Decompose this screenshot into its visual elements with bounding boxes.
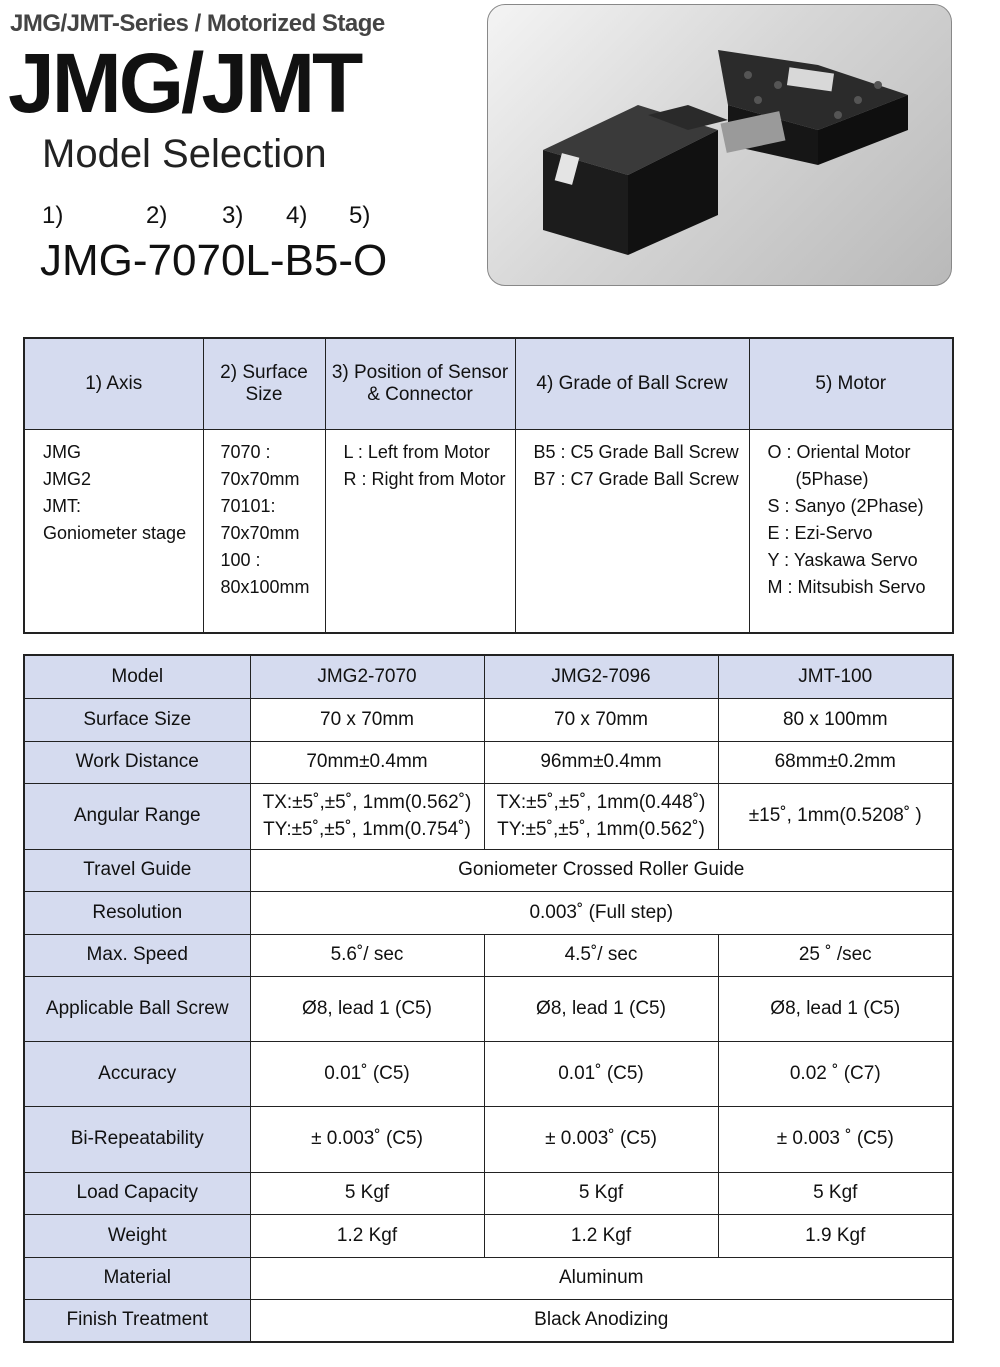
position-number: 4) bbox=[286, 202, 308, 229]
axis-options bbox=[24, 429, 203, 633]
position-number: 5) bbox=[349, 202, 371, 229]
motor-option: O : Oriental Motor bbox=[767, 441, 911, 462]
position-number: 1) bbox=[42, 202, 64, 229]
cell: Black Anodizing bbox=[250, 1299, 953, 1342]
page-title: JMG/JMT bbox=[8, 36, 361, 130]
cell: Ø8, lead 1 (C5) bbox=[484, 976, 718, 1041]
spec-header-row bbox=[24, 655, 953, 698]
header-ball-screw-grade: 4) Grade of Ball Screw bbox=[515, 338, 749, 429]
selection-options-row bbox=[24, 429, 953, 633]
cell: 70 x 70mm bbox=[484, 698, 718, 741]
cell: 4.5˚/ sec bbox=[484, 934, 718, 976]
row-label: Bi-Repeatability bbox=[24, 1106, 250, 1172]
axis-option: JMT: bbox=[43, 495, 81, 516]
cell: 1.2 Kgf bbox=[250, 1214, 484, 1257]
cell: 1.2 Kgf bbox=[484, 1214, 718, 1257]
motor-options bbox=[749, 429, 953, 633]
axis-option: JMG bbox=[43, 441, 81, 462]
spec-header-col: JMT-100 bbox=[718, 655, 953, 698]
header-motor: 5) Motor bbox=[749, 338, 953, 429]
spec-header-col: JMG2-7096 bbox=[484, 655, 718, 698]
spec-row-weight bbox=[24, 1214, 953, 1257]
sensor-options bbox=[325, 429, 515, 633]
row-label: Surface Size bbox=[24, 698, 250, 741]
cell: ± 0.003 ˚ (C5) bbox=[718, 1106, 953, 1172]
motor-option: Y : Yaskawa Servo bbox=[767, 549, 918, 570]
cell: 0.01˚ (C5) bbox=[250, 1041, 484, 1106]
sensor-option: L : Left from Motor bbox=[343, 441, 490, 462]
cell: Ø8, lead 1 (C5) bbox=[718, 976, 953, 1041]
cell: 1.9 Kgf bbox=[718, 1214, 953, 1257]
motor-option: M : Mitsubish Servo bbox=[767, 576, 926, 597]
row-label: Material bbox=[24, 1257, 250, 1299]
cell: 5.6˚/ sec bbox=[250, 934, 484, 976]
row-label: Resolution bbox=[24, 891, 250, 934]
selection-header-row bbox=[24, 338, 953, 429]
cell: 5 Kgf bbox=[484, 1172, 718, 1214]
position-number: 2) bbox=[146, 202, 168, 229]
grade-options bbox=[515, 429, 749, 633]
spec-row-finish-treatment bbox=[24, 1299, 953, 1342]
surface-option: 70101: bbox=[220, 495, 276, 516]
row-label: Travel Guide bbox=[24, 849, 250, 891]
cell: 70mm±0.4mm bbox=[250, 741, 484, 783]
spec-row-resolution bbox=[24, 891, 953, 934]
cell: 0.02 ˚ (C7) bbox=[718, 1041, 953, 1106]
product-photo bbox=[487, 4, 952, 286]
cell: 5 Kgf bbox=[718, 1172, 953, 1214]
grade-option: B7 : C7 Grade Ball Screw bbox=[533, 468, 739, 489]
cell-line: TX:±5˚,±5˚, 1mm(0.562˚) bbox=[262, 792, 472, 813]
cell: ±15˚, 1mm(0.5208˚ ) bbox=[718, 783, 953, 849]
position-number: 3) bbox=[222, 202, 244, 229]
spec-row-bi-repeatability bbox=[24, 1106, 953, 1172]
header-axis: 1) Axis bbox=[24, 338, 203, 429]
row-label: Load Capacity bbox=[24, 1172, 250, 1214]
spec-row-ball-screw bbox=[24, 976, 953, 1041]
specification-table bbox=[23, 654, 954, 1343]
grade-option: B5 : C5 Grade Ball Screw bbox=[533, 441, 739, 462]
surface-option: 70x70mm bbox=[220, 522, 300, 543]
spec-header-model: Model bbox=[24, 655, 250, 698]
axis-option: JMG2 bbox=[43, 468, 92, 489]
model-selection-table bbox=[23, 337, 954, 634]
spec-row-max-speed bbox=[24, 934, 953, 976]
cell: ± 0.003˚ (C5) bbox=[250, 1106, 484, 1172]
motor-option: S : Sanyo (2Phase) bbox=[767, 495, 924, 516]
row-label: Accuracy bbox=[24, 1041, 250, 1106]
spec-row-load-capacity bbox=[24, 1172, 953, 1214]
surface-option: 100 : bbox=[220, 549, 261, 570]
cell: Ø8, lead 1 (C5) bbox=[250, 976, 484, 1041]
spec-row-material bbox=[24, 1257, 953, 1299]
cell: Aluminum bbox=[250, 1257, 953, 1299]
cell: 70 x 70mm bbox=[250, 698, 484, 741]
spec-row-travel-guide bbox=[24, 849, 953, 891]
row-label: Max. Speed bbox=[24, 934, 250, 976]
cell-line: TX:±5˚,±5˚, 1mm(0.448˚) bbox=[496, 792, 706, 813]
cell: 0.003˚ (Full step) bbox=[250, 891, 953, 934]
spec-header-col: JMG2-7070 bbox=[250, 655, 484, 698]
section-title: Model Selection bbox=[42, 132, 327, 176]
row-label: Work Distance bbox=[24, 741, 250, 783]
cell: Goniometer Crossed Roller Guide bbox=[250, 849, 953, 891]
spec-row-angular-range bbox=[24, 783, 953, 849]
header-sensor-position: 3) Position of Sensor & Connector bbox=[325, 338, 515, 429]
axis-option: Goniometer stage bbox=[43, 522, 187, 543]
surface-options bbox=[203, 429, 325, 633]
cell: 68mm±0.2mm bbox=[718, 741, 953, 783]
row-label: Applicable Ball Screw bbox=[24, 976, 250, 1041]
header-surface-size: 2) Surface Size bbox=[203, 338, 325, 429]
surface-option: 7070 : bbox=[220, 441, 271, 462]
cell: 25 ˚ /sec bbox=[718, 934, 953, 976]
surface-option: 70x70mm bbox=[220, 468, 300, 489]
spec-row-surface-size bbox=[24, 698, 953, 741]
model-code-example: JMG-7070L-B5-O bbox=[40, 236, 388, 285]
spec-row-work-distance bbox=[24, 741, 953, 783]
cell bbox=[250, 783, 484, 849]
cell-line: TY:±5˚,±5˚, 1mm(0.754˚) bbox=[263, 819, 471, 840]
cell: 96mm±0.4mm bbox=[484, 741, 718, 783]
cell-line: TY:±5˚,±5˚, 1mm(0.562˚) bbox=[497, 819, 705, 840]
row-label: Finish Treatment bbox=[24, 1299, 250, 1342]
row-label: Angular Range bbox=[24, 783, 250, 849]
sensor-option: R : Right from Motor bbox=[343, 468, 506, 489]
cell: ± 0.003˚ (C5) bbox=[484, 1106, 718, 1172]
row-label: Weight bbox=[24, 1214, 250, 1257]
cell: 5 Kgf bbox=[250, 1172, 484, 1214]
spec-row-accuracy bbox=[24, 1041, 953, 1106]
motor-option: E : Ezi-Servo bbox=[767, 522, 873, 543]
series-subtitle: JMG/JMT-Series / Motorized Stage bbox=[10, 10, 385, 37]
cell: 0.01˚ (C5) bbox=[484, 1041, 718, 1106]
cell: 80 x 100mm bbox=[718, 698, 953, 741]
surface-option: 80x100mm bbox=[220, 576, 310, 597]
motor-option: (5Phase) bbox=[795, 468, 869, 489]
position-numbers bbox=[0, 202, 420, 236]
cell bbox=[484, 783, 718, 849]
